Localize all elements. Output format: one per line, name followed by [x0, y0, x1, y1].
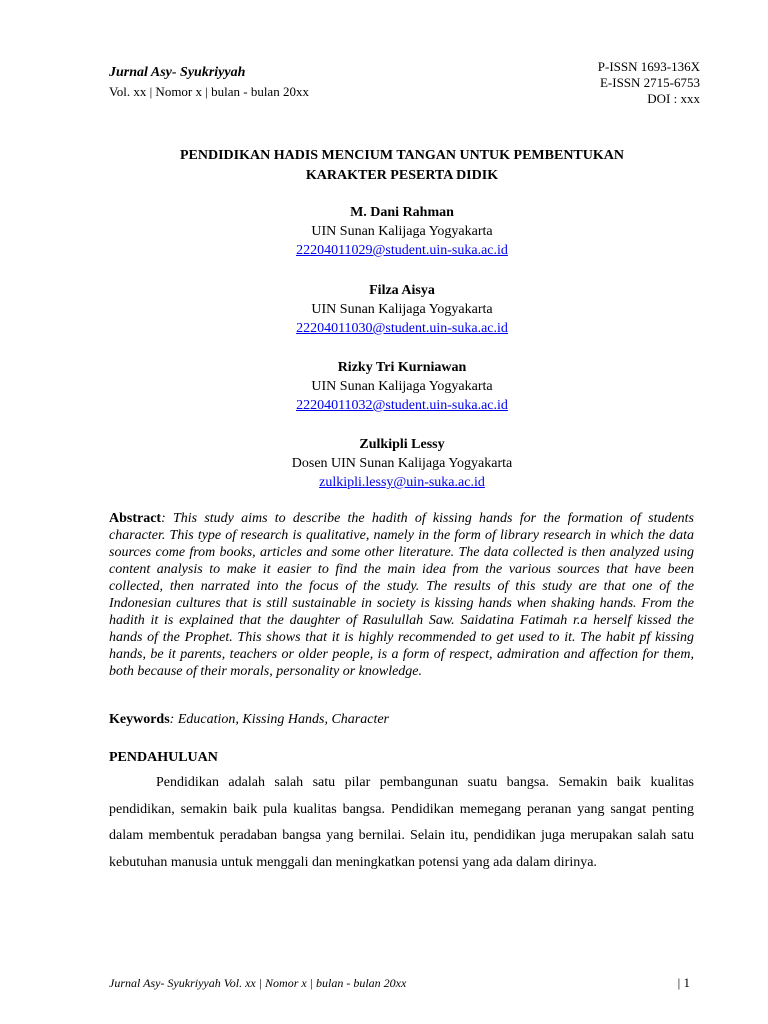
abstract-separator: : — [161, 511, 166, 526]
footer-journal: Jurnal Asy- Syukriyyah Vol. xx | Nomor x | bulan - bulan 20xx — [109, 976, 407, 990]
author-name: Rizky Tri Kurniawan — [337, 360, 467, 375]
abstract-label: Abstract — [109, 511, 162, 526]
journal-volume: Vol. xx | Nomor x | bulan - bulan 20xx — [109, 84, 309, 99]
author-email-link[interactable]: 22204011030@student.uin-suka.ac.id — [296, 321, 508, 336]
e-issn: E-ISSN 2715-6753 — [599, 75, 700, 90]
doi: DOI : xxx — [647, 91, 700, 106]
author-affiliation: UIN Sunan Kalijaga Yogyakarta — [311, 302, 493, 317]
section-heading: PENDAHULUAN — [109, 750, 218, 765]
intro-paragraph: Pendidikan adalah salah satu pilar pembangunan suatu bangsa. Semakin baik kualitas pendidikan, semakin baik pula kualitas bangsa. Pendidikan memegang peranan yang sangat penting dalam membentuk peradaban bangsa yang bernilai. Selain itu, pendidikan juga merupakan salah satu kebutuhan manusia untuk menggali dan meningkatkan potensi yang ada dalam dirinya. — [109, 775, 694, 870]
page-number: | 1 — [677, 975, 690, 990]
author-email-link[interactable]: 22204011029@student.uin-suka.ac.id — [296, 243, 508, 258]
author-affiliation: UIN Sunan Kalijaga Yogyakarta — [311, 224, 493, 239]
paper-title — [100, 146, 704, 186]
author-email-link[interactable]: zulkipli.lessy@uin-suka.ac.id — [319, 475, 485, 490]
issn-block — [598, 59, 700, 107]
title-line-1: PENDIDIKAN HADIS MENCIUM TANGAN UNTUK PEMBENTUKAN — [179, 148, 624, 163]
abstract-text: This study aims to describe the hadith of kissing hands for the formation of students character. This type of research is qualitative, namely in the form of library research in which the data sources come from books, articles and some other literature. The data collected is then analyzed using content analysis to make it easier to find the main idea from the various sources that have been collected, then narrated into the focus of the study. The results of this study are that one of the Indonesian cultures that is still sustainable in society is kissing hands when shaking hands. From the hadith it is explained that the daughter of Rasulullah Saw. Saidatina Fatimah r.a herself kissed the hands of the Prophet. This shows that it is highly recommended to get used to it. The habit pf kissing hands, be it parents, teachers or older people, is a form of respect, admiration and affection for them, both because of their morals, personality or knowledge. — [109, 511, 695, 679]
author-name: Filza Aisya — [369, 283, 435, 298]
author-affiliation: UIN Sunan Kalijaga Yogyakarta — [311, 379, 493, 394]
journal-name: Jurnal Asy- Syukriyyah — [109, 65, 246, 80]
keywords-label: Keywords — [109, 712, 170, 727]
keywords — [109, 712, 389, 728]
author-block — [100, 203, 704, 260]
author-block — [100, 435, 704, 492]
author-block — [100, 281, 704, 338]
abstract — [109, 510, 694, 680]
author-name: Zulkipli Lessy — [359, 437, 445, 452]
author-name: M. Dani Rahman — [350, 205, 454, 220]
author-email-link[interactable]: 22204011032@student.uin-suka.ac.id — [296, 398, 508, 413]
author-affiliation: Dosen UIN Sunan Kalijaga Yogyakarta — [291, 456, 513, 471]
title-line-2: KARAKTER PESERTA DIDIK — [305, 168, 499, 183]
author-block — [100, 358, 704, 415]
p-issn: P-ISSN 1693-136X — [597, 59, 700, 74]
keywords-text: : Education, Kissing Hands, Character — [169, 712, 390, 727]
